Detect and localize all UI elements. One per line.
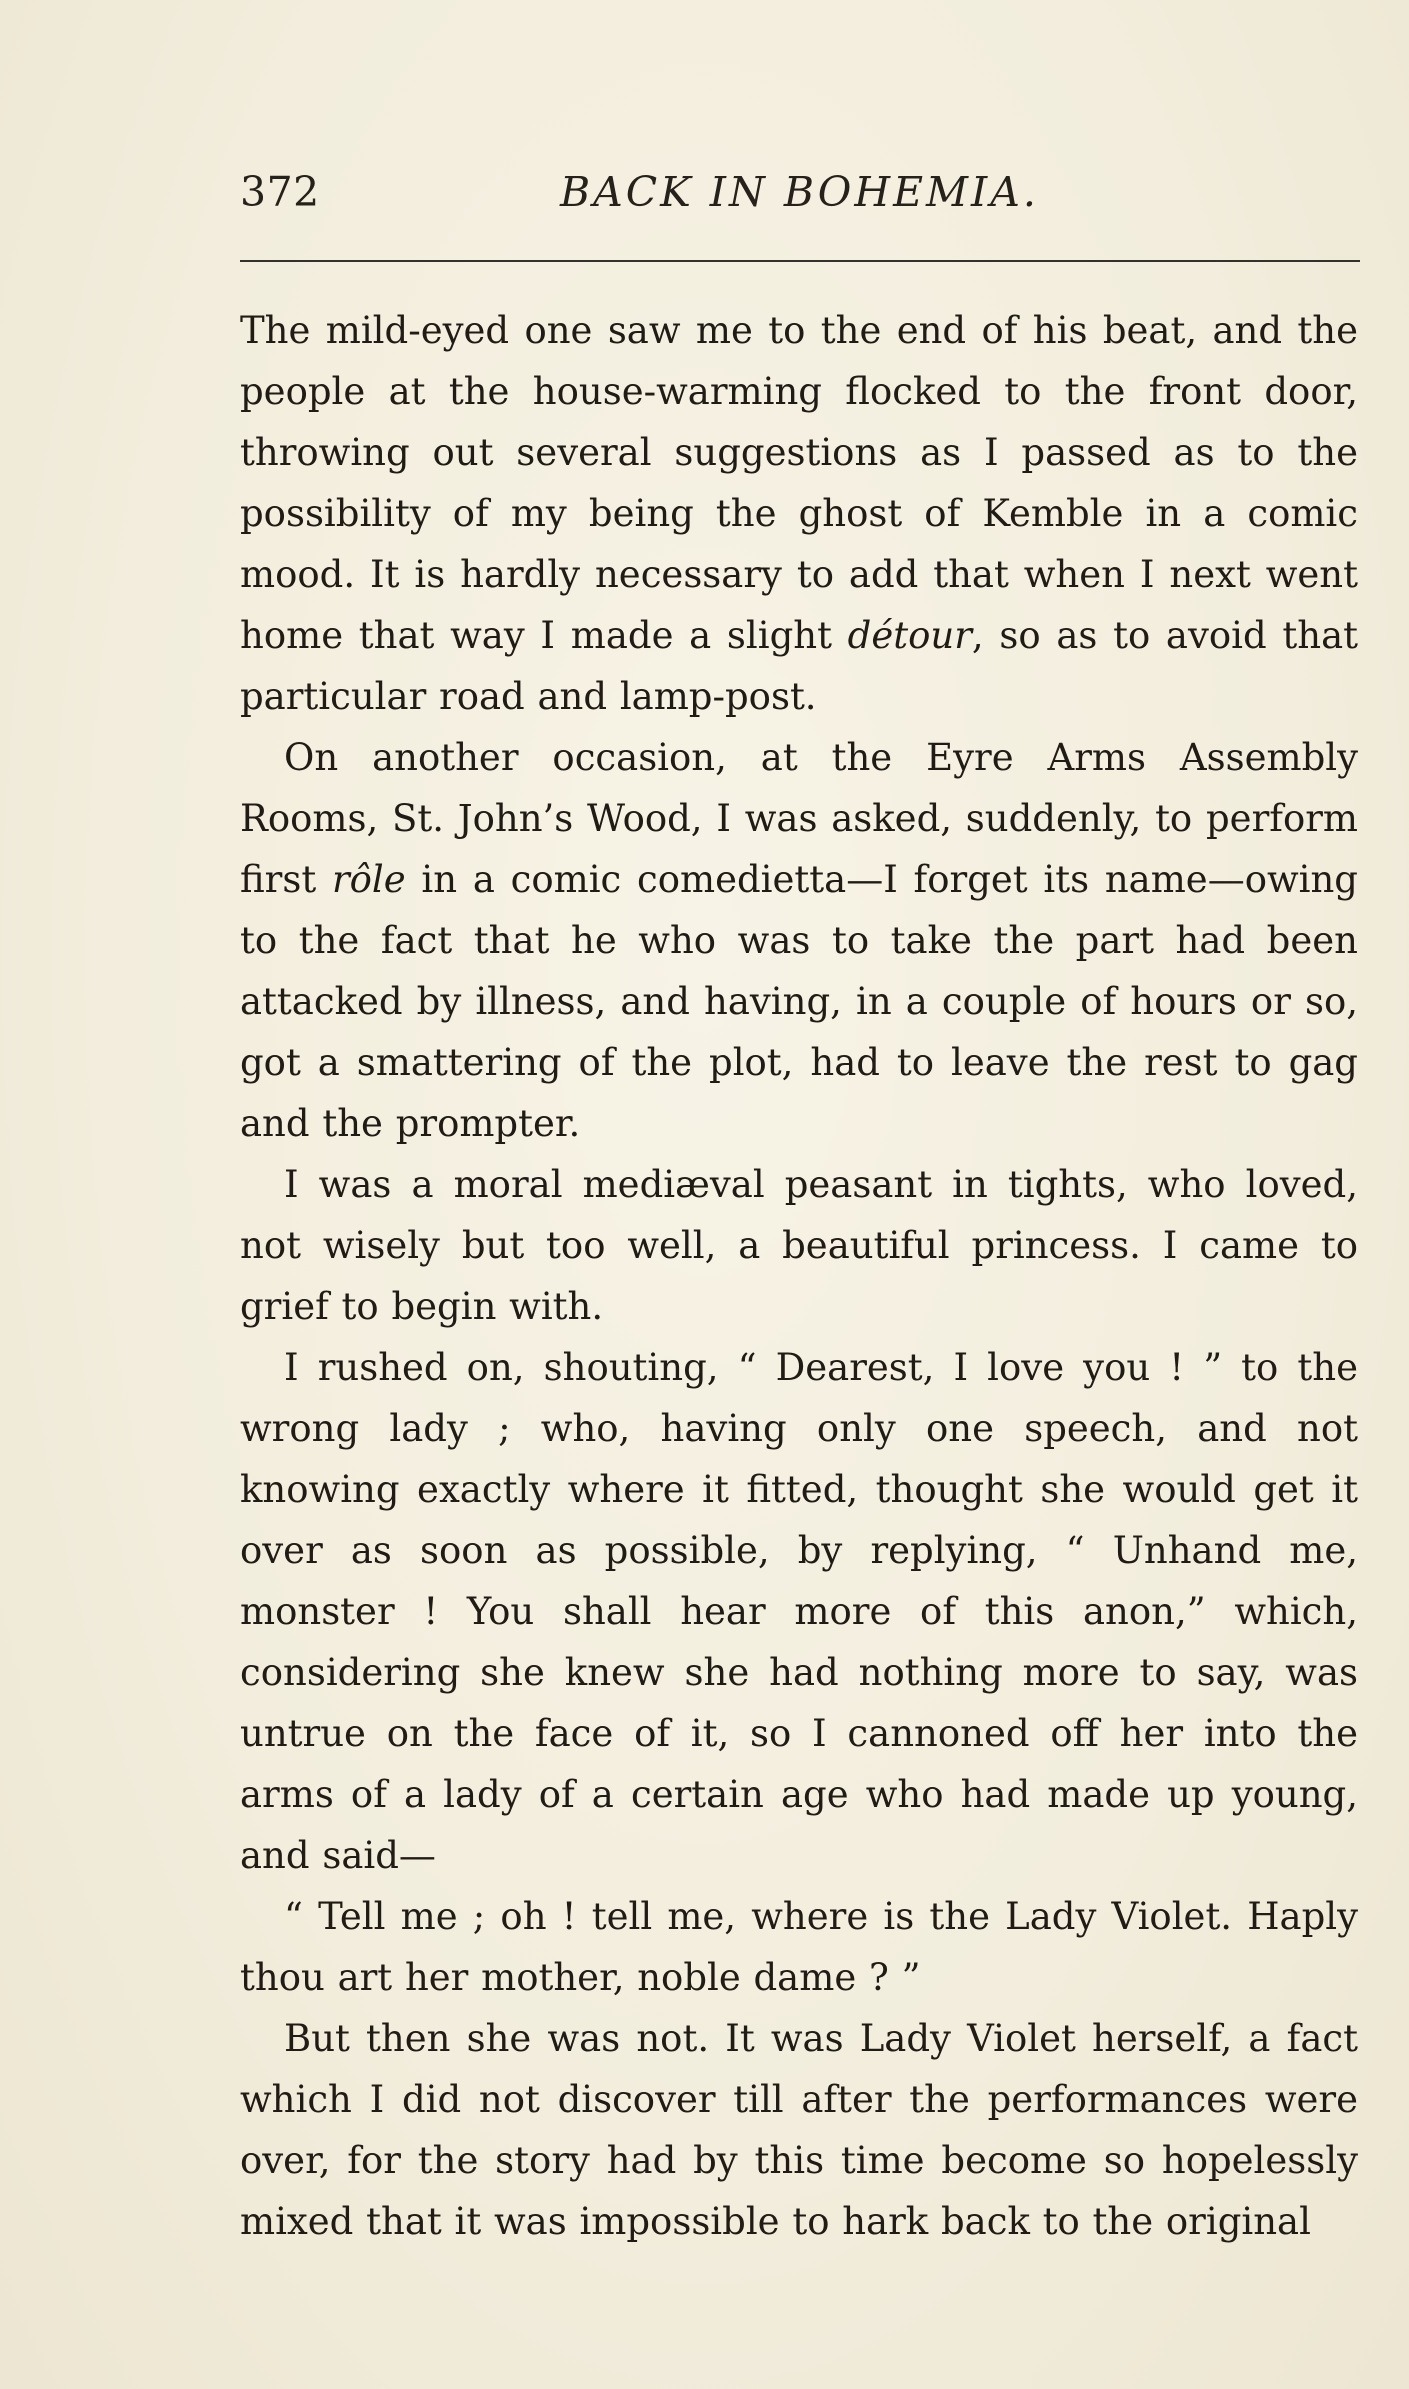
paragraph-text: in a comic comedietta—I forget its name—owing to the fact that he who was to take the part had been attacked by illness, and having, in a couple of hours or so, got a smattering of the plot, had to leave the rest to gag and the prompter.: [240, 858, 1358, 1145]
bottom-margin: [0, 2149, 1409, 2389]
header-rule: [240, 260, 1360, 262]
italic-word: rôle: [331, 858, 406, 901]
paragraph: I was a moral mediæval peasant in tights, who loved, not wisely but too well, a beautiful princess. I came to grief to begin with.: [240, 1163, 1358, 1328]
italic-word: détour: [847, 614, 972, 657]
paragraph: [240, 727, 1358, 1154]
page-body: [240, 300, 1358, 2252]
page-number: 372: [240, 168, 320, 216]
paragraph: But then she was not. It was Lady Violet herself, a fact which I did not discover till after the performances were over, for the story had by this time become so hopelessly mixed that it was impossible to hark back to the original: [240, 2017, 1358, 2243]
paragraph-text: , so as to avoid that particular road and lamp-post.: [240, 614, 1359, 718]
running-head: BACK IN BOHEMIA.: [560, 168, 1039, 216]
paragraph-text: The mild-eyed one saw me to the end of his beat, and the people at the house-warming flocked to the front door, throwing out several suggestions as I passed as to the possibility of my being the ghost of Kemble in a comic mood. It is hardly necessary to add that when I next went home that way I made a slight: [240, 309, 1358, 657]
page-header: [240, 168, 1360, 228]
paragraph: [240, 300, 1358, 727]
paragraph-text: On another occasion, at the Eyre Arms Assembly Rooms, St. John’s Wood, I was asked, suddenly, to perform first: [240, 736, 1358, 901]
paragraph: “ Tell me ; oh ! tell me, where is the Lady Violet. Haply thou art her mother, noble dame ? ”: [240, 1895, 1358, 1999]
paragraph: I rushed on, shouting, “ Dearest, I love you ! ” to the wrong lady ; who, having only one speech, and not knowing exactly where it fitted, thought she would get it over as soon as possible, by replying, “ Unhand me, monster ! You shall hear more of this anon,” which, considering she knew she had nothing more to say, was untrue on the face of it, so I cannoned off her into the arms of a lady of a certain age who had made up young, and said—: [240, 1346, 1358, 1877]
